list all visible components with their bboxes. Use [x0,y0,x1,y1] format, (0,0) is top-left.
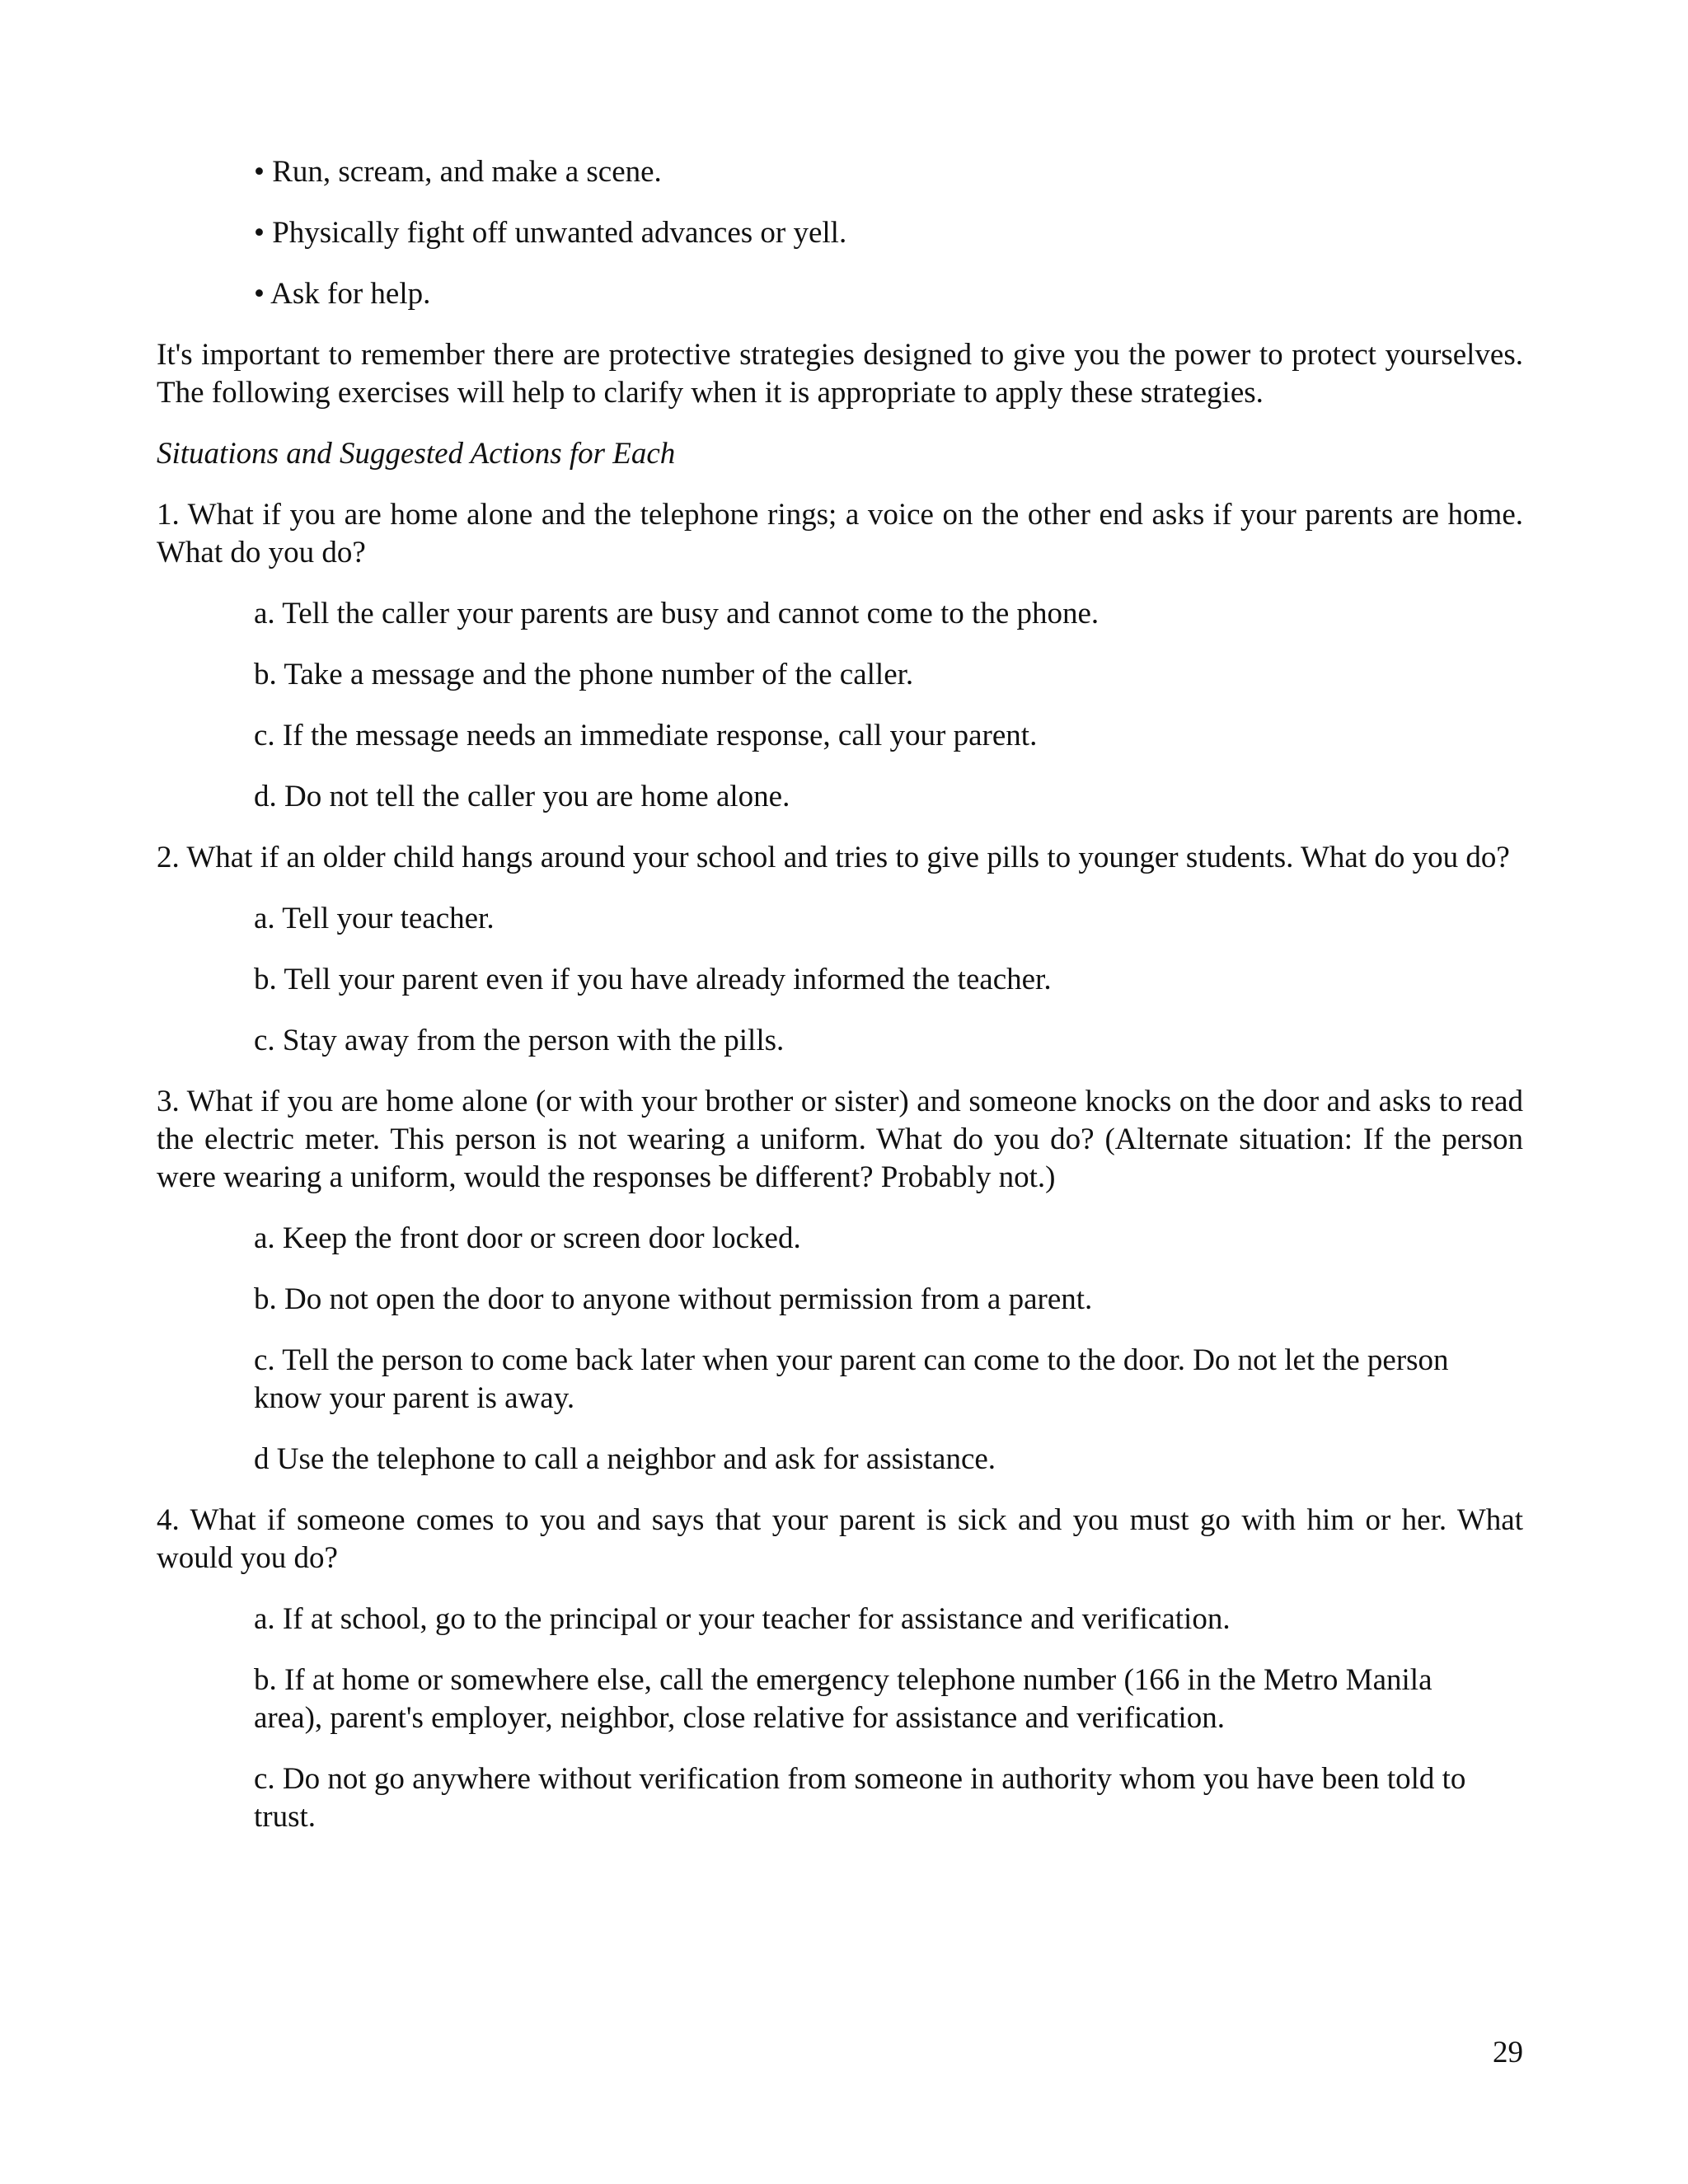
situation-option: a. Keep the front door or screen door locked. [254,1221,801,1255]
situation-option: c. Tell the person to come back later when your parent can come to the door. Do not let the person know your parent is away. [254,1343,1449,1415]
situation-option: c. If the message needs an immediate response, call your parent. [254,719,1038,752]
situation-option: d. Do not tell the caller you are home alone. [254,780,790,813]
situation-option: a. If at school, go to the principal or your teacher for assistance and verification. [254,1602,1231,1636]
bullet-item: • Ask for help. [254,277,431,311]
situation-option: c. Stay away from the person with the pills. [254,1024,785,1057]
situation-question: 3. What if you are home alone (or with your brother or sister) and someone knocks on the door and asks to read the electric meter. This person is not wearing a uniform. What do you do? (Alternate situation: If the person were wearing a uniform, would the responses be different? Probably not.) [157,1085,1523,1194]
intro-paragraph: It's important to remember there are protective strategies designed to give you the power to protect yourselves. The following exercises will help to clarify when it is appropriate to apply these strategies. [157,338,1523,410]
situation-option: a. Tell the caller your parents are busy and cannot come to the phone. [254,597,1100,630]
situation-question: 4. What if someone comes to you and says that your parent is sick and you must go with him or her. What would you do? [157,1503,1523,1575]
bullet-item: • Run, scream, and make a scene. [254,155,662,189]
page-content [157,153,1523,1859]
situation-option: b. Take a message and the phone number of the caller. [254,658,914,691]
situation-question: 1. What if you are home alone and the telephone rings; a voice on the other end asks if your parents are home. What do you do? [157,498,1523,569]
situation-option: d Use the telephone to call a neighbor and ask for assistance. [254,1442,996,1476]
page-number: 29 [1493,2036,1523,2069]
situation-option: a. Tell your teacher. [254,902,495,935]
situation-question: 2. What if an older child hangs around your school and tries to give pills to younger students. What do you do? [157,841,1510,874]
situation-option: b. Tell your parent even if you have already informed the teacher. [254,963,1052,996]
section-heading: Situations and Suggested Actions for Each [157,437,676,471]
situation-option: c. Do not go anywhere without verification from someone in authority whom you have been told to trust. [254,1762,1466,1834]
situation-option: b. Do not open the door to anyone without permission from a parent. [254,1282,1093,1316]
situation-option: b. If at home or somewhere else, call the emergency telephone number (166 in the Metro Manila area), parent's employer, neighbor, close relative for assistance and verification. [254,1663,1432,1735]
bullet-item: • Physically fight off unwanted advances or yell. [254,216,847,250]
